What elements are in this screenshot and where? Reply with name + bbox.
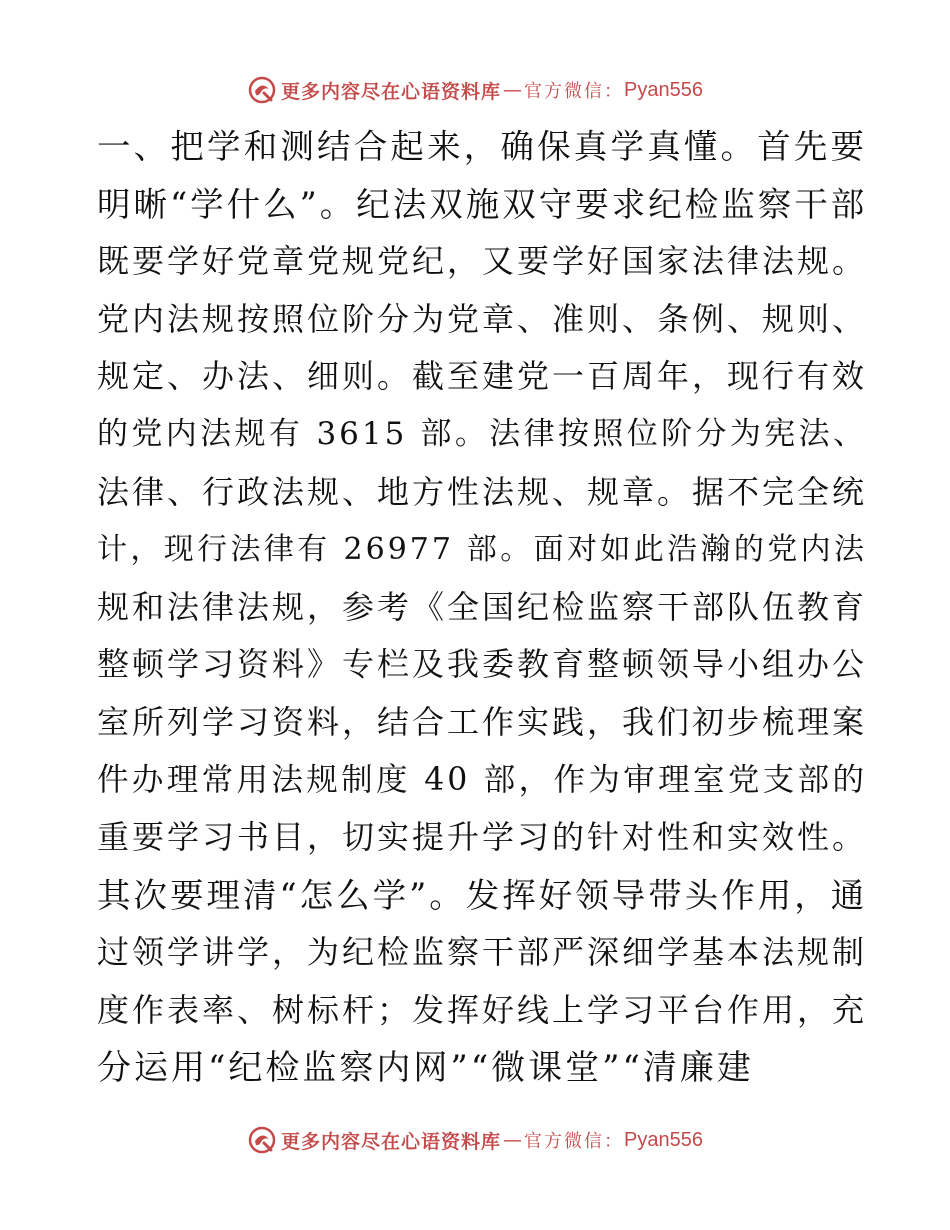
text-line: 既要学好党章党规党纪，又要学好国家法律法规。	[97, 242, 868, 281]
banner-main-text: 更多内容尽在心语资料库	[281, 80, 502, 103]
header-watermark-banner	[0, 70, 950, 110]
text-line: 其次要理清“怎么学”。发挥好领导带头作用，通	[97, 875, 868, 915]
footer-watermark-banner	[0, 1120, 950, 1160]
text-line: 室所列学习资料，结合工作实践，我们初步梳理案	[97, 702, 868, 741]
text-line: 党内法规按照位阶分为党章、准则、条例、规则、	[97, 299, 868, 338]
stamp-logo-icon	[247, 1125, 277, 1155]
text-line: 整顿学习资料》专栏及我委教育整顿领导小组办公	[97, 645, 868, 684]
text-line: 法律、行政法规、地方性法规、规章。据不完全统	[97, 472, 868, 511]
text-line: 规定、办法、细则。截至建党一百周年，现行有效	[97, 357, 868, 396]
banner-wechat-label: 官方微信：	[524, 81, 625, 102]
document-body	[97, 118, 867, 1097]
banner-separator: —	[503, 1129, 523, 1151]
text-line: 分运用“纪检监察内网”“微课堂”“清廉建	[97, 1047, 754, 1088]
banner-main-text: 更多内容尽在心语资料库	[281, 1130, 502, 1153]
text-line: 规和法律法规，参考《全国纪检监察干部队伍教育	[97, 587, 868, 626]
text-line: 度作表率、树标杆；发挥好线上学习平台作用，充	[97, 990, 868, 1029]
banner-wechat-label: 官方微信：	[524, 1131, 625, 1152]
text-line: 重要学习书目，切实提升学习的针对性和实效性。	[97, 818, 868, 857]
text-line: 计，现行法律有 26977 部。面对如此浩瀚的党内法	[97, 532, 867, 568]
banner-separator: —	[503, 79, 523, 101]
text-line: 的党内法规有 3615 部。法律按照位阶分为宪法、	[97, 415, 867, 452]
stamp-logo-icon	[247, 75, 277, 105]
text-line: 件办理常用法规制度 40 部，作为审理室党支部的	[97, 761, 867, 798]
banner-wechat-id: Pyan556	[624, 78, 703, 101]
text-line: 明晰“学什么”。纪法双施双守要求纪检监察干部	[97, 184, 868, 224]
text-line: 过领学讲学，为纪检监察干部严深细学基本法规制	[97, 933, 868, 972]
text-line: 一、把学和测结合起来，确保真学真懂。首先要	[97, 127, 867, 166]
banner-wechat-id: Pyan556	[624, 1128, 703, 1151]
